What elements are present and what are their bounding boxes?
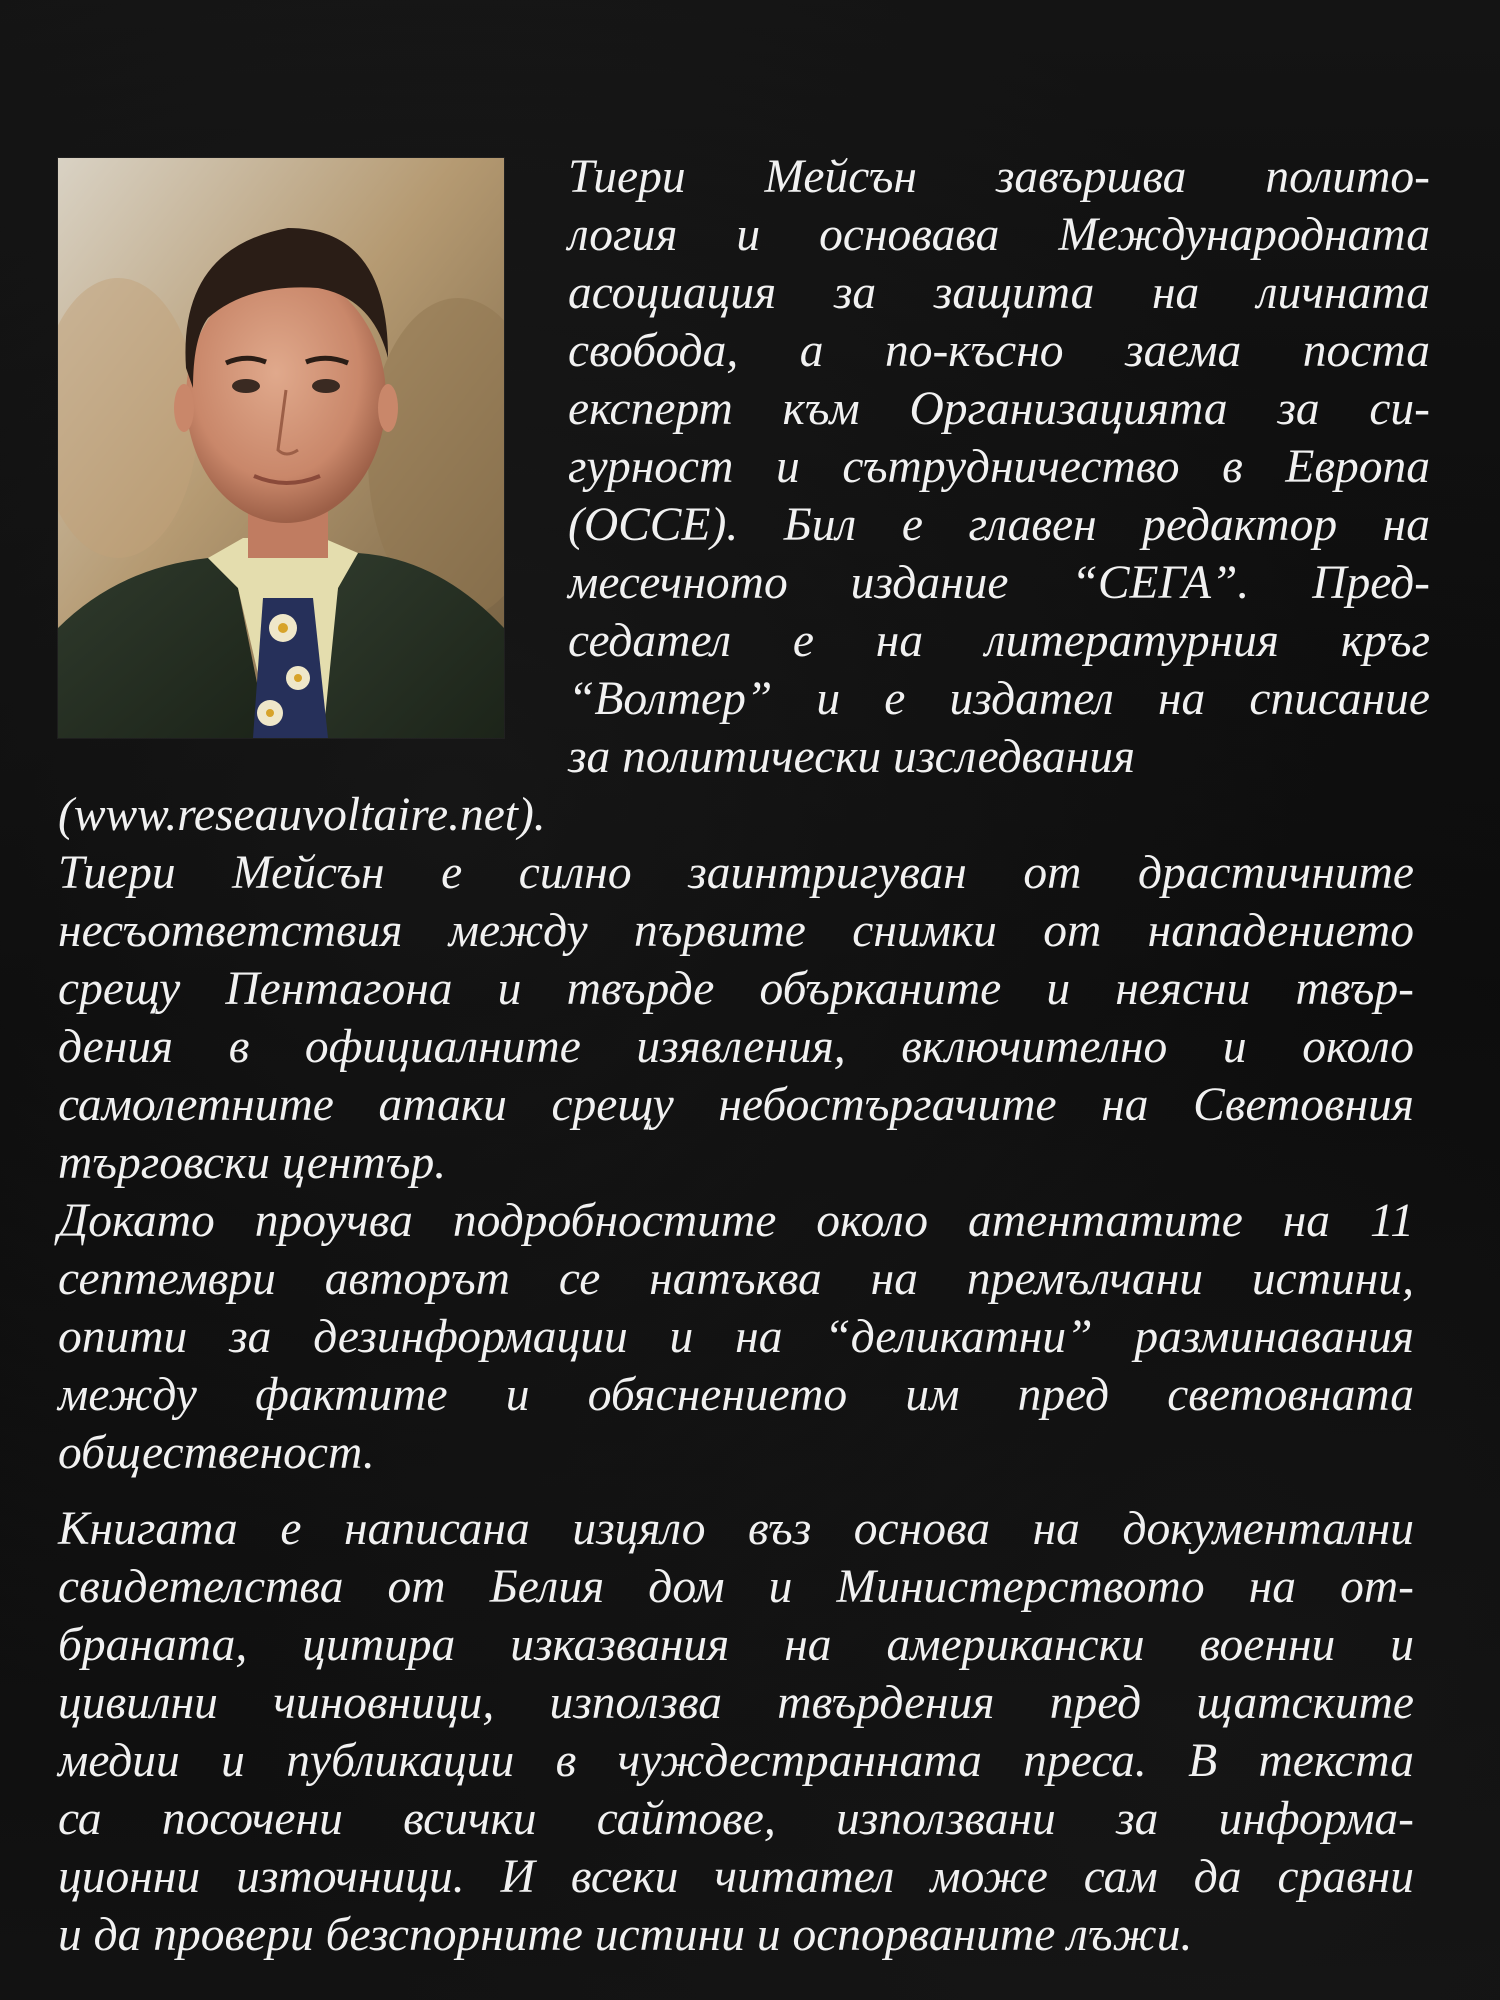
text-line: за политически изследвания xyxy=(568,731,1136,783)
text-line: гурност и сътрудничество в Европа xyxy=(568,441,1430,493)
text-line: (ОССЕ). Бил е главен редактор на xyxy=(568,499,1430,551)
text-line: медии и публикации в чуждестранната преса. В текста xyxy=(58,1735,1414,1787)
author-bio-intro xyxy=(568,148,1430,786)
text-line: цивилни чиновници, използва твърдения пред щатските xyxy=(58,1677,1414,1729)
text-line: месечното издание “СЕГА”. Пред- xyxy=(568,557,1430,609)
book-description xyxy=(58,1500,1414,1964)
text-line: експерт към Организацията за си- xyxy=(568,383,1430,435)
text-line: самолетните атаки срещу небостъргачите на Световния xyxy=(58,1079,1414,1131)
text-line: “Волтер” и е издател на списание xyxy=(568,673,1430,725)
text-line: браната, цитира изказвания на американски военни и xyxy=(58,1619,1414,1671)
text-line: Тиери Мейсън е силно заинтригуван от драстичните xyxy=(58,847,1414,899)
text-line: между фактите и обяснението им пред световната xyxy=(58,1369,1414,1421)
author-bio-continued xyxy=(58,786,1414,1482)
text-line: Докато проучва подробностите около атентатите на 11 xyxy=(58,1195,1414,1247)
text-line: свобода, а по-късно заема поста xyxy=(568,325,1430,377)
text-line: асоциация за защита на личната xyxy=(568,267,1430,319)
text-line: септември авторът се натъква на премълчани истини, xyxy=(58,1253,1414,1305)
text-line: търговски център. xyxy=(58,1137,447,1189)
text-line: несъответствия между първите снимки от нападението xyxy=(58,905,1414,957)
text-line: дения в официалните изявления, включително и около xyxy=(58,1021,1414,1073)
text-line: (www.reseauvoltaire.net). xyxy=(58,789,546,841)
text-line: срещу Пентагона и твърде обърканите и неясни твър- xyxy=(58,963,1414,1015)
text-line: Книгата е написана изцяло въз основа на документални xyxy=(58,1503,1414,1555)
text-line: са посочени всички сайтове, използвани за информа- xyxy=(58,1793,1414,1845)
text-line: опити за дезинформации и на “деликатни” разминавания xyxy=(58,1311,1414,1363)
text-line: общественост. xyxy=(58,1427,375,1479)
text-line: логия и основава Международната xyxy=(568,209,1430,261)
text-line: ционни източници. И всеки читател може сам да сравни xyxy=(58,1851,1414,1903)
text-line: Тиери Мейсън завършва полито- xyxy=(568,151,1430,203)
text-line: седател е на литературния кръг xyxy=(568,615,1430,667)
text-line: и да провери безспорните истини и оспорваните лъжи. xyxy=(58,1909,1193,1961)
text-line: свидетелства от Белия дом и Министерството на от- xyxy=(58,1561,1414,1613)
author-portrait xyxy=(58,158,504,738)
